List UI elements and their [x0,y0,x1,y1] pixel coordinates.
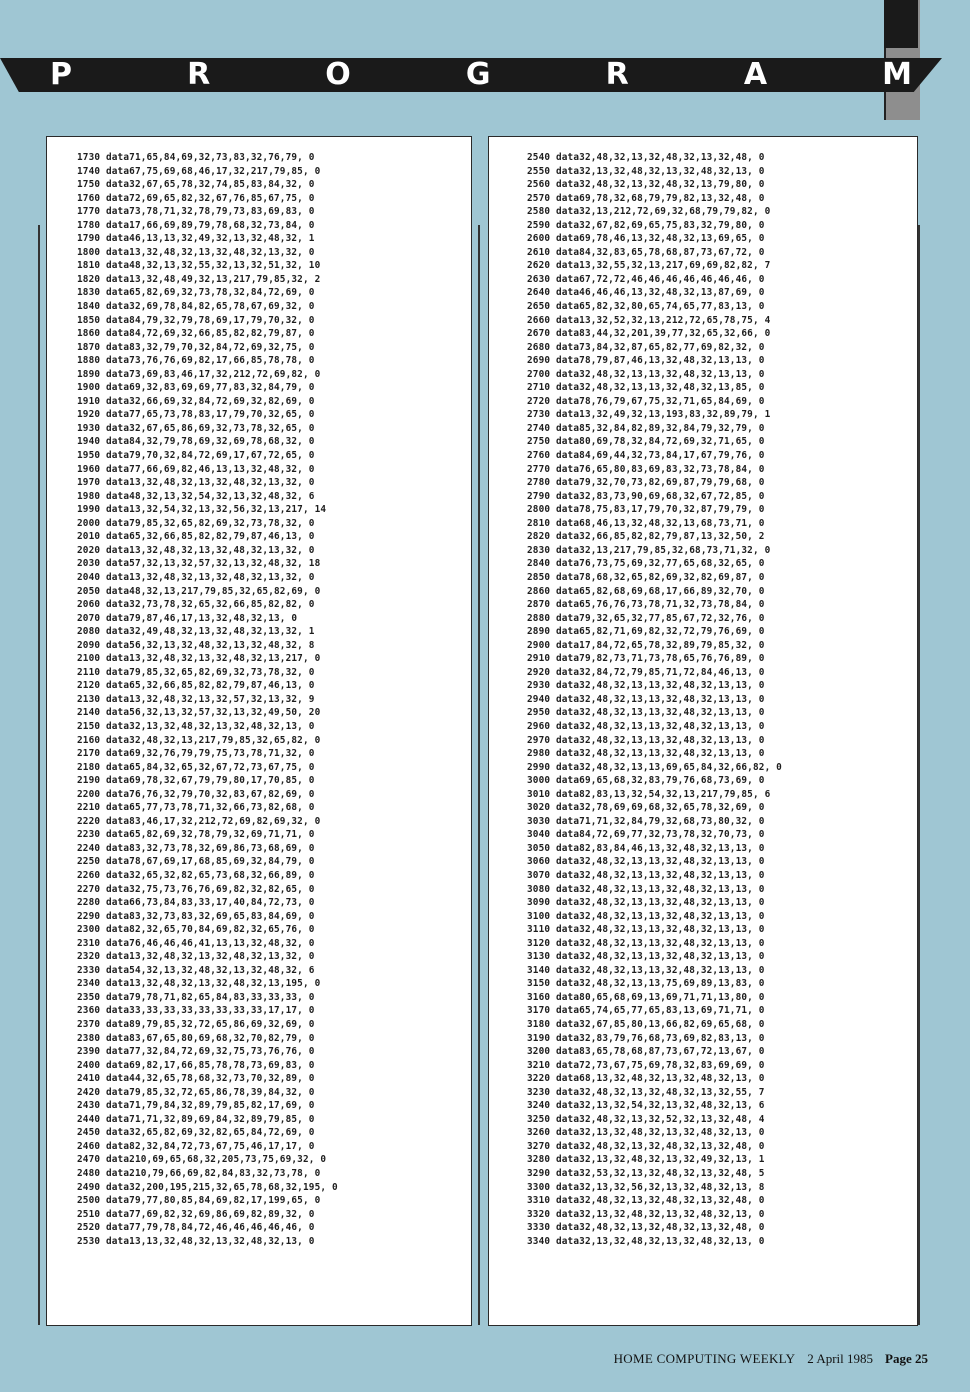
listing-line: 1780 data17,66,69,89,79,78,68,32,73,84, 0 [77,219,315,231]
listing-line: 3210 data72,73,67,75,69,78,32,83,69,69, 0 [527,1059,765,1071]
listing-line: 2700 data32,48,32,13,13,32,48,32,13,13, 0 [527,368,765,380]
listing-line: 2350 data79,78,71,82,65,84,83,33,33,33, 0 [77,991,315,1003]
listing-line: 3270 data32,48,32,13,32,48,32,13,32,48, 0 [527,1140,765,1152]
listing-line: 3010 data82,83,13,32,54,32,13,217,79,85, 6 [527,788,771,800]
listing-line: 2190 data69,78,32,67,79,79,80,17,70,85, 0 [77,775,315,787]
listing-line: 3330 data32,48,32,13,32,48,32,13,32,48, 0 [527,1222,765,1234]
listing-line: 2950 data32,48,32,13,13,32,48,32,13,13, 0 [527,707,765,719]
listing-line: 2150 data32,13,32,48,32,13,32,48,32,13, 0 [77,720,315,732]
listing-line: 1730 data71,65,84,69,32,73,83,32,76,79, 0 [77,152,315,163]
listing-line: 2770 data76,65,80,83,69,83,32,73,78,84, 0 [527,463,765,475]
listing-line: 2060 data32,73,78,32,65,32,66,85,82,82, 0 [77,599,315,611]
listing-line: 2740 data85,32,84,82,89,32,84,79,32,79, 0 [527,422,765,434]
listing-line: 2600 data69,78,46,13,32,48,32,13,69,65, 0 [527,233,765,245]
listing-line: 2500 data79,77,80,85,84,69,82,17,199,65, 0 [77,1195,321,1207]
listing-line: 2010 data65,32,66,85,82,82,79,87,46,13, 0 [77,531,315,543]
listing-line: 2390 data77,32,84,72,69,32,75,73,76,76, 0 [77,1046,315,1058]
listing-line: 1840 data32,69,78,84,82,65,78,67,69,32, 0 [77,301,315,313]
listing-line: 2250 data78,67,69,17,68,85,69,32,84,79, 0 [77,856,315,868]
listing-line: 1960 data77,66,69,82,46,13,13,32,48,32, 0 [77,463,315,475]
listing-line: 2320 data13,32,48,32,13,32,48,32,13,32, 0 [77,951,315,963]
listing-line: 2830 data32,13,217,79,85,32,68,73,71,32, 0 [527,544,771,556]
listing-line: 3320 data32,13,32,48,32,13,32,48,32,13, 0 [527,1208,765,1220]
listing-line: 2860 data65,82,68,69,68,17,66,89,32,70, 0 [527,585,765,597]
listing-line: 2410 data44,32,65,78,68,32,73,70,32,89, 0 [77,1073,315,1085]
listing-line: 1760 data72,69,65,82,32,67,76,85,67,75, 0 [77,192,315,204]
page-footer [614,1351,928,1367]
listing-line: 2170 data69,32,76,79,79,75,73,78,71,32, 0 [77,748,315,760]
listing-line: 2440 data71,71,32,89,69,84,32,89,79,85, 0 [77,1113,315,1125]
listing-line: 3030 data71,71,32,84,79,32,68,73,80,32, 0 [527,815,765,827]
listing-line: 2940 data32,48,32,13,13,32,48,32,13,13, 0 [527,693,765,705]
column-rule [38,225,40,1325]
listing-line: 2000 data79,85,32,65,82,69,32,73,78,32, 0 [77,517,315,529]
listing-line: 2280 data66,73,84,83,33,17,40,84,72,73, 0 [77,897,315,909]
listing-line: 2090 data56,32,13,32,48,32,13,32,48,32, 8 [77,639,315,651]
listing-line: 1940 data84,32,79,78,69,32,69,78,68,32, 0 [77,436,315,448]
listing-line: 1950 data79,70,32,84,72,69,17,67,72,65, 0 [77,450,315,462]
listing-line: 2620 data13,32,55,32,13,217,69,69,82,82, 7 [527,260,771,272]
listing-line: 2910 data79,82,73,71,73,78,65,76,76,89, 0 [527,653,765,665]
listing-line: 2490 data32,200,195,215,32,65,78,68,32,195, 0 [77,1181,338,1193]
listing-line: 1770 data73,78,71,32,78,79,73,83,69,83, 0 [77,206,315,218]
listing-line: 2890 data65,82,71,69,82,32,72,79,76,69, 0 [527,626,765,638]
listing-line: 2360 data33,33,33,33,33,33,33,33,17,17, 0 [77,1005,315,1017]
listing-line: 2760 data84,69,44,32,73,84,17,67,79,76, 0 [527,450,765,462]
listing-line: 2570 data69,78,32,68,79,79,82,13,32,48, 0 [527,192,765,204]
listing-line: 1870 data83,32,79,70,32,84,72,69,32,75, 0 [77,341,315,353]
section-banner-title [0,58,942,92]
listing-line: 2730 data13,32,49,32,13,193,83,32,89,79, 1 [527,409,771,421]
listing-line: 3070 data32,48,32,13,13,32,48,32,13,13, 0 [527,869,765,881]
listing-line: 2650 data65,82,32,80,65,74,65,77,83,13, 0 [527,301,765,313]
listing-line: 2870 data65,76,76,73,78,71,32,73,78,84, 0 [527,599,765,611]
listing-line: 2720 data78,76,79,67,75,32,71,65,84,69, 0 [527,395,765,407]
listing-line: 2140 data56,32,13,32,57,32,13,32,49,50, 20 [77,707,321,719]
listing-line: 3220 data68,13,32,48,32,13,32,48,32,13, 0 [527,1073,765,1085]
section-tab-stripe [884,0,918,48]
listing-line: 2990 data32,48,32,13,13,69,65,84,32,66,82, 0 [527,761,782,773]
listing-line: 2260 data32,65,32,82,65,73,68,32,66,89, 0 [77,869,315,881]
listing-line: 2580 data32,13,212,72,69,32,68,79,79,82, 0 [527,206,771,218]
listing-line: 2330 data54,32,13,32,48,32,13,32,48,32, 6 [77,964,315,976]
listing-line: 2110 data79,85,32,65,82,69,32,73,78,32, 0 [77,666,315,678]
listing-line: 2370 data89,79,85,32,72,65,86,69,32,69, 0 [77,1019,315,1030]
listing-line: 2180 data65,84,32,65,32,67,72,73,67,75, 0 [77,761,315,773]
listing-line: 3160 data80,65,68,69,13,69,71,71,13,80, 0 [527,991,765,1003]
listing-line: 2680 data73,84,32,87,65,82,77,69,82,32, 0 [527,341,765,353]
listing-line: 2800 data78,75,83,17,79,70,32,87,79,79, 0 [527,504,765,516]
listing-line: 2850 data78,68,32,65,82,69,32,82,69,87, 0 [527,571,765,583]
listing-line: 2030 data57,32,13,32,57,32,13,32,48,32, 18 [77,558,321,570]
listing-line: 1930 data32,67,65,86,69,32,73,78,32,65, 0 [77,422,315,434]
listing-line: 2100 data13,32,48,32,13,32,48,32,13,217, 0 [77,653,321,665]
listing-line: 2930 data32,48,32,13,13,32,48,32,13,13, 0 [527,680,765,692]
listing-line: 1800 data13,32,48,32,13,32,48,32,13,32, 0 [77,246,315,258]
listing-line: 2040 data13,32,48,32,13,32,48,32,13,32, 0 [77,571,315,583]
listing-line: 3180 data32,67,85,80,13,66,82,69,65,68, 0 [527,1019,765,1030]
listing-line: 1750 data32,67,65,78,32,74,85,83,84,32, 0 [77,179,315,191]
listing-line: 2070 data79,87,46,17,13,32,48,32,13, 0 [77,612,298,624]
listing-line: 2120 data65,32,66,85,82,82,79,87,46,13, 0 [77,680,315,692]
banner-letter: P [50,57,72,92]
listing-line: 2210 data65,77,73,78,71,32,66,73,82,68, 0 [77,802,315,814]
listing-line: 3120 data32,48,32,13,13,32,48,32,13,13, 0 [527,937,765,949]
listing-line: 3050 data82,83,84,46,13,32,48,32,13,13, 0 [527,842,765,854]
page-number: Page 25 [885,1351,928,1366]
listing-line: 3230 data32,48,32,13,32,48,32,13,32,55, 7 [527,1086,765,1098]
listing-line: 2820 data32,66,85,82,82,79,87,13,32,50, 2 [527,531,765,543]
listing-line: 2300 data82,32,65,70,84,69,82,32,65,76, 0 [77,924,315,936]
listing-line: 2630 data67,72,72,46,46,46,46,46,46,46, 0 [527,273,765,285]
listing-line: 2660 data13,32,52,32,13,212,72,65,78,75, 4 [527,314,771,326]
listing-line: 2980 data32,48,32,13,13,32,48,32,13,13, 0 [527,748,765,760]
listing-line: 2590 data32,67,82,69,65,75,83,32,79,80, 0 [527,219,765,231]
listing-line: 3250 data32,48,32,13,32,52,32,13,32,48, 4 [527,1113,765,1125]
issue-date: 2 April 1985 [807,1351,874,1366]
listing-line: 3170 data65,74,65,77,65,83,13,69,71,71, 0 [527,1005,765,1017]
listing-line: 2420 data79,85,32,72,65,86,78,39,84,32, 0 [77,1086,315,1098]
listing-line: 3130 data32,48,32,13,13,32,48,32,13,13, 0 [527,951,765,963]
listing-line: 2340 data13,32,48,32,13,32,48,32,13,195, 0 [77,978,321,990]
listing-line: 2790 data32,83,73,90,69,68,32,67,72,85, 0 [527,490,765,502]
listing-line: 3260 data32,13,32,48,32,13,32,48,32,13, 0 [527,1127,765,1139]
listing-line: 3090 data32,48,32,13,13,32,48,32,13,13, 0 [527,897,765,909]
listing-line: 1980 data48,32,13,32,54,32,13,32,48,32, 6 [77,490,315,502]
listing-line: 2670 data83,44,32,201,39,77,32,65,32,66, 0 [527,328,771,340]
listing-line: 3310 data32,48,32,13,32,48,32,13,32,48, 0 [527,1195,765,1207]
listing-line: 1880 data73,76,76,69,82,17,66,85,78,78, 0 [77,355,315,367]
listing-line: 1860 data84,72,69,32,66,85,82,82,79,87, 0 [77,328,315,340]
listing-panel-left [46,136,472,1326]
listing-line: 2920 data32,84,72,79,85,71,72,84,46,13, 0 [527,666,765,678]
listing-line: 2690 data78,79,87,46,13,32,48,32,13,13, 0 [527,355,765,367]
listing-line: 2480 data210,79,66,69,82,84,83,32,73,78, 0 [77,1168,321,1180]
listing-line: 2710 data32,48,32,13,13,32,48,32,13,85, 0 [527,382,765,394]
listing-line: 2050 data48,32,13,217,79,85,32,65,82,69, 0 [77,585,321,597]
listing-line: 3300 data32,13,32,56,32,13,32,48,32,13, 8 [527,1181,765,1193]
listing-line: 2240 data83,32,73,78,32,69,86,73,68,69, 0 [77,842,315,854]
listing-line: 2270 data32,75,73,76,76,69,82,32,82,65, 0 [77,883,315,895]
listing-line: 2380 data83,67,65,80,69,68,32,70,82,79, 0 [77,1032,315,1044]
listing-line: 2290 data83,32,73,83,32,69,65,83,84,69, 0 [77,910,315,922]
listing-panel-right [488,136,918,1326]
program-listing-right [489,151,917,1248]
listing-line: 1990 data13,32,54,32,13,32,56,32,13,217, 14 [77,504,327,516]
listing-line: 2810 data68,46,13,32,48,32,13,68,73,71, 0 [527,517,765,529]
listing-line: 2610 data84,32,83,65,78,68,87,73,67,72, 0 [527,246,765,258]
listing-line: 2020 data13,32,48,32,13,32,48,32,13,32, 0 [77,544,315,556]
listing-line: 3020 data32,78,69,69,68,32,65,78,32,69, 0 [527,802,765,814]
listing-line: 2200 data76,76,32,79,70,32,83,67,82,69, 0 [77,788,315,800]
listing-line: 1850 data84,79,32,79,78,69,17,79,70,32, 0 [77,314,315,326]
listing-line: 3100 data32,48,32,13,13,32,48,32,13,13, 0 [527,910,765,922]
listing-line: 2530 data13,13,32,48,32,13,32,48,32,13, 0 [77,1235,315,1247]
banner-letter: M [882,57,912,92]
listing-line: 1740 data67,75,69,68,46,17,32,217,79,85, 0 [77,165,321,177]
listing-line: 2970 data32,48,32,13,13,32,48,32,13,13, 0 [527,734,765,746]
listing-line: 1910 data32,66,69,32,84,72,69,32,82,69, 0 [77,395,315,407]
listing-line: 2540 data32,48,32,13,32,48,32,13,32,48, 0 [527,152,765,163]
program-listing-left [47,151,471,1248]
listing-line: 2550 data32,13,32,48,32,13,32,48,32,13, 0 [527,165,765,177]
listing-line: 2880 data79,32,65,32,77,85,67,72,32,76, 0 [527,612,765,624]
column-rule [918,225,920,1325]
listing-line: 3150 data32,48,32,13,13,75,69,89,13,83, 0 [527,978,765,990]
listing-line: 1790 data46,13,13,32,49,32,13,32,48,32, 1 [77,233,315,245]
listing-line: 3240 data32,13,32,54,32,13,32,48,32,13, 6 [527,1100,765,1112]
listing-line: 1820 data13,32,48,49,32,13,217,79,85,32, 2 [77,273,321,285]
listing-line: 3140 data32,48,32,13,13,32,48,32,13,13, 0 [527,964,765,976]
listing-line: 1900 data69,32,83,69,69,77,83,32,84,79, 0 [77,382,315,394]
listing-line: 2130 data13,32,48,32,13,32,57,32,13,32, 9 [77,693,315,705]
listing-line: 3290 data32,53,32,13,32,48,32,13,32,48, 5 [527,1168,765,1180]
listing-line: 1970 data13,32,48,32,13,32,48,32,13,32, 0 [77,477,315,489]
listing-line: 3080 data32,48,32,13,13,32,48,32,13,13, 0 [527,883,765,895]
listing-line: 1830 data65,82,69,32,73,78,32,84,72,69, 0 [77,287,315,299]
listing-line: 2400 data69,82,17,66,85,78,78,73,69,83, 0 [77,1059,315,1071]
listing-line: 1920 data77,65,73,78,83,17,79,70,32,65, 0 [77,409,315,421]
listing-line: 2160 data32,48,32,13,217,79,85,32,65,82, 0 [77,734,321,746]
listing-line: 2310 data76,46,46,46,41,13,13,32,48,32, 0 [77,937,315,949]
column-rule [478,225,480,1325]
listing-line: 2560 data32,48,32,13,32,48,32,13,79,80, 0 [527,179,765,191]
listing-line: 2230 data65,82,69,32,78,79,32,69,71,71, 0 [77,829,315,841]
publication-name: HOME COMPUTING WEEKLY [613,1351,796,1366]
banner-letter: R [187,57,211,92]
listing-line: 2460 data82,32,84,72,73,67,75,46,17,17, 0 [77,1140,315,1152]
listing-line: 3280 data32,13,32,48,32,13,32,49,32,13, 1 [527,1154,765,1166]
listing-line: 3000 data69,65,68,32,83,79,76,68,73,69, 0 [527,775,765,787]
listing-line: 2430 data71,79,84,32,89,79,85,82,17,69, 0 [77,1100,315,1112]
listing-line: 3200 data83,65,78,68,87,73,67,72,13,67, 0 [527,1046,765,1058]
banner-letter: G [465,57,491,92]
listing-line: 3040 data84,72,69,77,32,73,78,32,70,73, 0 [527,829,765,841]
listing-line: 2750 data80,69,78,32,84,72,69,32,71,65, 0 [527,436,765,448]
banner-letter: A [743,57,768,92]
banner-letter: O [325,57,351,92]
listing-line: 2640 data46,46,46,13,32,48,32,13,87,69, 0 [527,287,765,299]
listing-line: 2450 data32,65,82,69,32,82,65,84,72,69, 0 [77,1127,315,1139]
listing-line: 1890 data73,69,83,46,17,32,212,72,69,82, 0 [77,368,321,380]
listing-line: 3110 data32,48,32,13,13,32,48,32,13,13, 0 [527,924,765,936]
listing-line: 2220 data83,46,17,32,212,72,69,82,69,32, 0 [77,815,321,827]
listing-line: 1810 data48,32,13,32,55,32,13,32,51,32, 10 [77,260,321,272]
listing-line: 2840 data76,73,75,69,32,77,65,68,32,65, 0 [527,558,765,570]
listing-line: 3340 data32,13,32,48,32,13,32,48,32,13, 0 [527,1235,765,1247]
listing-line: 2080 data32,49,48,32,13,32,48,32,13,32, 1 [77,626,315,638]
listing-line: 2900 data17,84,72,65,78,32,89,79,85,32, 0 [527,639,765,651]
listing-line: 2780 data79,32,70,73,82,69,87,79,79,68, 0 [527,477,765,489]
listing-line: 3190 data32,83,79,76,68,73,69,82,83,13, 0 [527,1032,765,1044]
listing-line: 2510 data77,69,82,32,69,86,69,82,89,32, 0 [77,1208,315,1220]
banner-letter: R [605,57,629,92]
listing-line: 2960 data32,48,32,13,13,32,48,32,13,13, 0 [527,720,765,732]
listing-line: 2470 data210,69,65,68,32,205,73,75,69,32, 0 [77,1154,327,1166]
listing-line: 2520 data77,79,78,84,72,46,46,46,46,46, 0 [77,1222,315,1234]
listing-line: 3060 data32,48,32,13,13,32,48,32,13,13, 0 [527,856,765,868]
